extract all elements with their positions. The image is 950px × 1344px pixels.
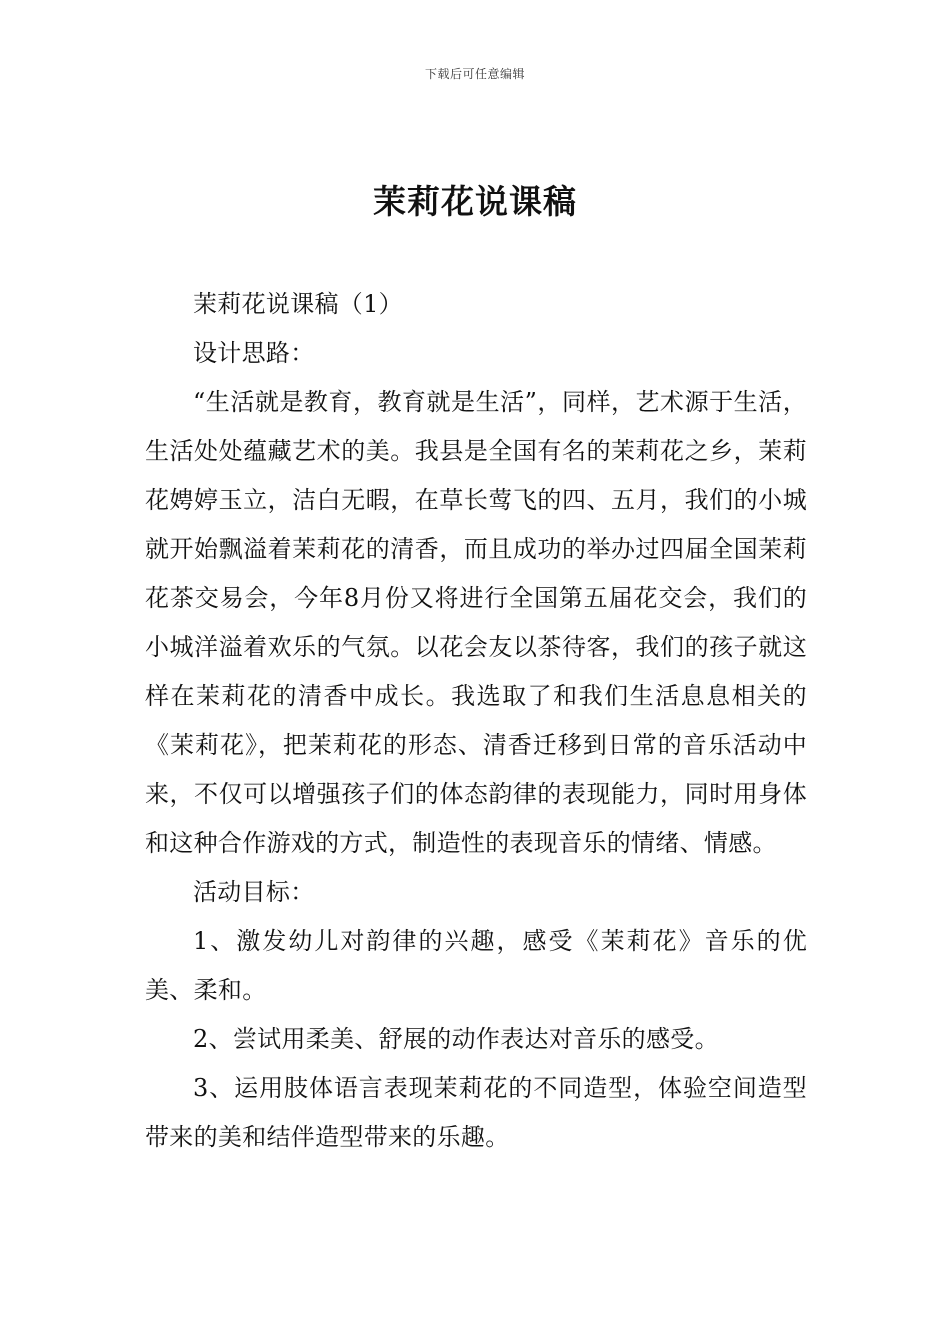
goal-item-3: 3、运用肢体语言表现茉莉花的不同造型，体验空间造型带来的美和结伴造型带来的乐趣。 <box>145 1074 807 1151</box>
paragraph-design-idea: “生活就是教育，教育就是生活”，同样，艺术源于生活，生活处处蕴藏艺术的美。我县是全国有名的茉莉花之乡，茉莉花娉婷玉立，洁白无暇，在草长莺飞的四、五月，我们的小城就开始飘溢着茉莉花的清香，而且成功的举办过四届全国茉莉花茶交易会，今年8月份又将进行全国第五届花交会，我们的小城洋溢着欢乐的气氛。以花会友以茶待客，我们的孩子就这样在茉莉花的清香中成长。我选取了和我们生活息息相关的《茉莉花》，把茉莉花的形态、清香迁移到日常的音乐活动中来，不仅可以增强孩子们的体态韵律的表现能力，同时用身体和这种合作游戏的方式，制造性的表现音乐的情绪、情感。 <box>145 388 807 857</box>
section-heading: 茉莉花说课稿（1） <box>193 290 403 318</box>
document-title: 茉莉花说课稿 <box>373 182 577 221</box>
subheading-activity-goals: 活动目标： <box>193 878 315 906</box>
subheading-design-idea: 设计思路： <box>193 339 315 367</box>
header-note: 下载后可任意编辑 <box>424 67 525 81</box>
goal-item-2: 2、尝试用柔美、舒展的动作表达对音乐的感受。 <box>193 1025 719 1053</box>
goal-item-1: 1、激发幼儿对韵律的兴趣，感受《茉莉花》音乐的优美、柔和。 <box>145 927 807 1004</box>
document-body <box>145 280 807 1162</box>
